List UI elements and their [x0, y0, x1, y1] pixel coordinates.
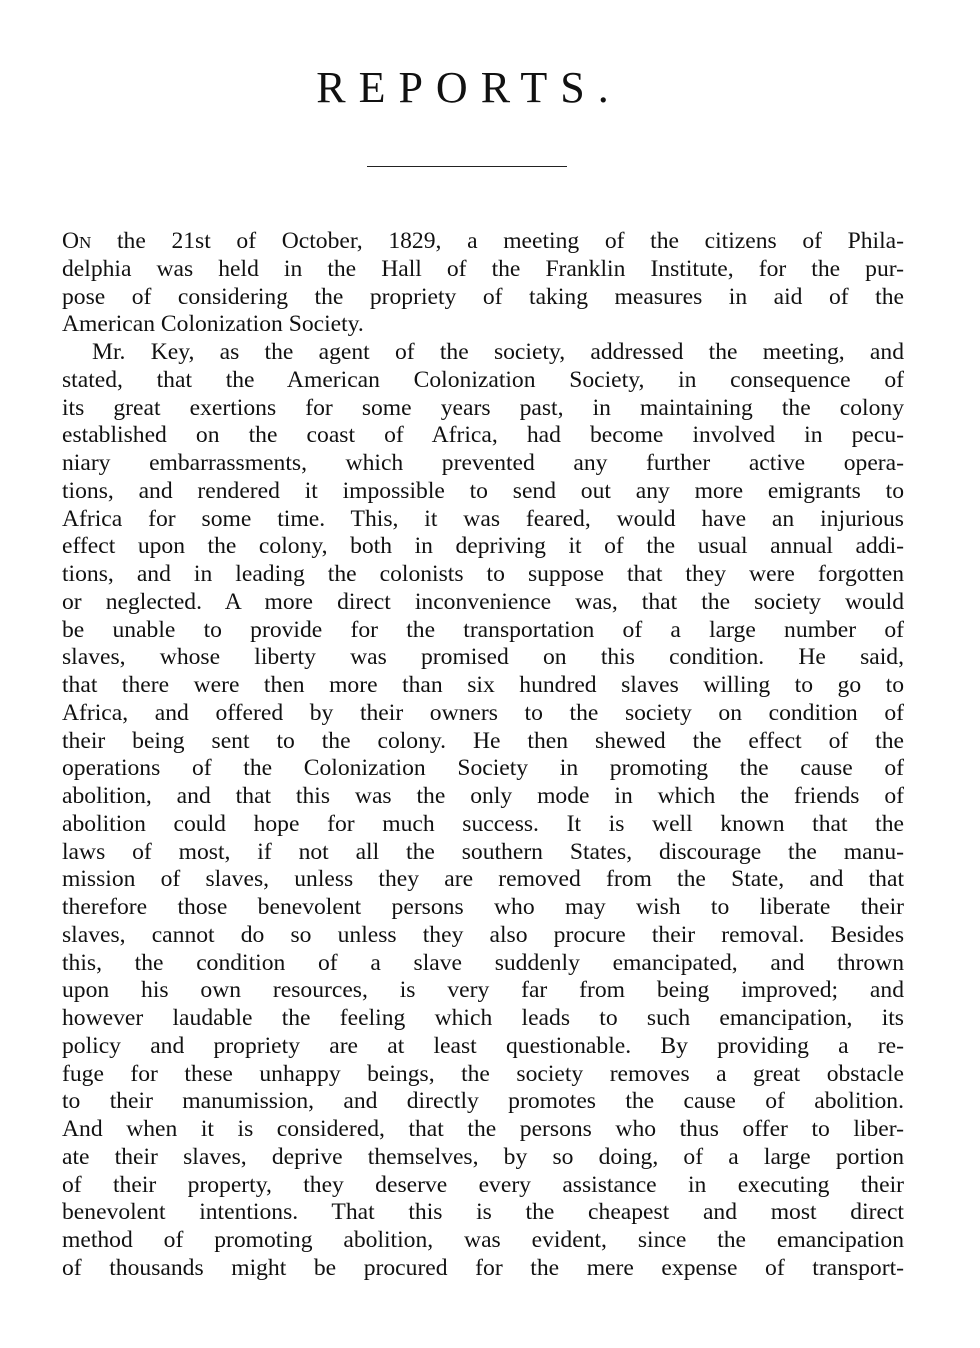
text-line: On the 21st of October, 1829, a meeting of the citizens of Phila- [62, 228, 904, 254]
text-line: of their property, they deserve every assistance in executing their [62, 1171, 904, 1198]
text-line: abolition could hope for much success. It is well known that the [62, 810, 904, 837]
text-line: their being sent to the colony. He then shewed the effect of the [62, 727, 904, 754]
text-line: ate their slaves, deprive themselves, by so doing, of a large portion [62, 1143, 904, 1170]
opening-small-caps-word: On [62, 228, 92, 254]
text-line: And when it is considered, that the persons who thus offer to liber- [62, 1116, 904, 1142]
text-line: laws of most, if not all the southern States, discourage the manu- [62, 838, 904, 865]
text-line: of thousands might be procured for the mere expense of transport- [62, 1254, 904, 1281]
title-divider-rule [367, 166, 567, 167]
text-line: Africa, and offered by their owners to the society on condition of [62, 699, 904, 726]
text-line: benevolent intentions. That this is the cheapest and most direct [62, 1199, 904, 1226]
text-line: operations of the Colonization Society in promoting the cause of [62, 755, 904, 782]
text-line: upon his own resources, is very far from being improved; and [62, 977, 904, 1004]
text-line: be unable to provide for the transportation of a large number of [62, 616, 904, 643]
text-line: to their manumission, and directly promotes the cause of abolition. [62, 1088, 904, 1115]
text-line: tions, and rendered it impossible to send out any more emigrants to [62, 477, 904, 504]
text-line: Africa for some time. This, it was feared, would have an injurious [62, 505, 904, 532]
text-line: stated, that the American Colonization Society, in consequence of [62, 366, 904, 393]
text-line: or neglected. A more direct inconvenience was, that the society would [62, 588, 904, 615]
text-line: slaves, whose liberty was promised on this condition. He said, [62, 644, 904, 671]
text-line: American Colonization Society. [62, 311, 364, 338]
text-line: however laudable the feeling which leads to such emancipation, its [62, 1005, 904, 1031]
text-line: Mr. Key, as the agent of the society, addressed the meeting, and [92, 339, 904, 365]
text-line: slaves, cannot do so unless they also procure their removal. Besides [62, 921, 904, 948]
text-line: delphia was held in the Hall of the Franklin Institute, for the pur- [62, 255, 904, 282]
text-line: fuge for these unhappy beings, the society removes a great obstacle [62, 1060, 904, 1087]
text-line: abolition, and that this was the only mode in which the friends of [62, 783, 904, 809]
text-line: that there were then more than six hundred slaves willing to go to [62, 672, 904, 698]
text-line: niary embarrassments, which prevented any further active opera- [62, 450, 904, 476]
text-line: effect upon the colony, both in depriving it of the usual annual addi- [62, 533, 904, 560]
text-line: this, the condition of a slave suddenly emancipated, and thrown [62, 949, 904, 976]
text-line: established on the coast of Africa, had become involved in pecu- [62, 422, 904, 449]
text-line: pose of considering the propriety of taking measures in aid of the [62, 283, 904, 310]
text-line: policy and propriety are at least questionable. By providing a re- [62, 1032, 904, 1059]
text-line: method of promoting abolition, was evident, since the emancipation [62, 1227, 904, 1253]
paragraph-1 [62, 228, 904, 339]
report-body [62, 228, 904, 1283]
text-line: mission of slaves, unless they are removed from the State, and that [62, 866, 904, 893]
text-line: tions, and in leading the colonists to suppose that they were forgotten [62, 561, 904, 587]
text-line: therefore those benevolent persons who may wish to liberate their [62, 894, 904, 920]
page-title: REPORTS. [316, 63, 622, 112]
text-line: its great exertions for some years past, in maintaining the colony [62, 394, 904, 421]
paragraph-2 [62, 339, 904, 1283]
